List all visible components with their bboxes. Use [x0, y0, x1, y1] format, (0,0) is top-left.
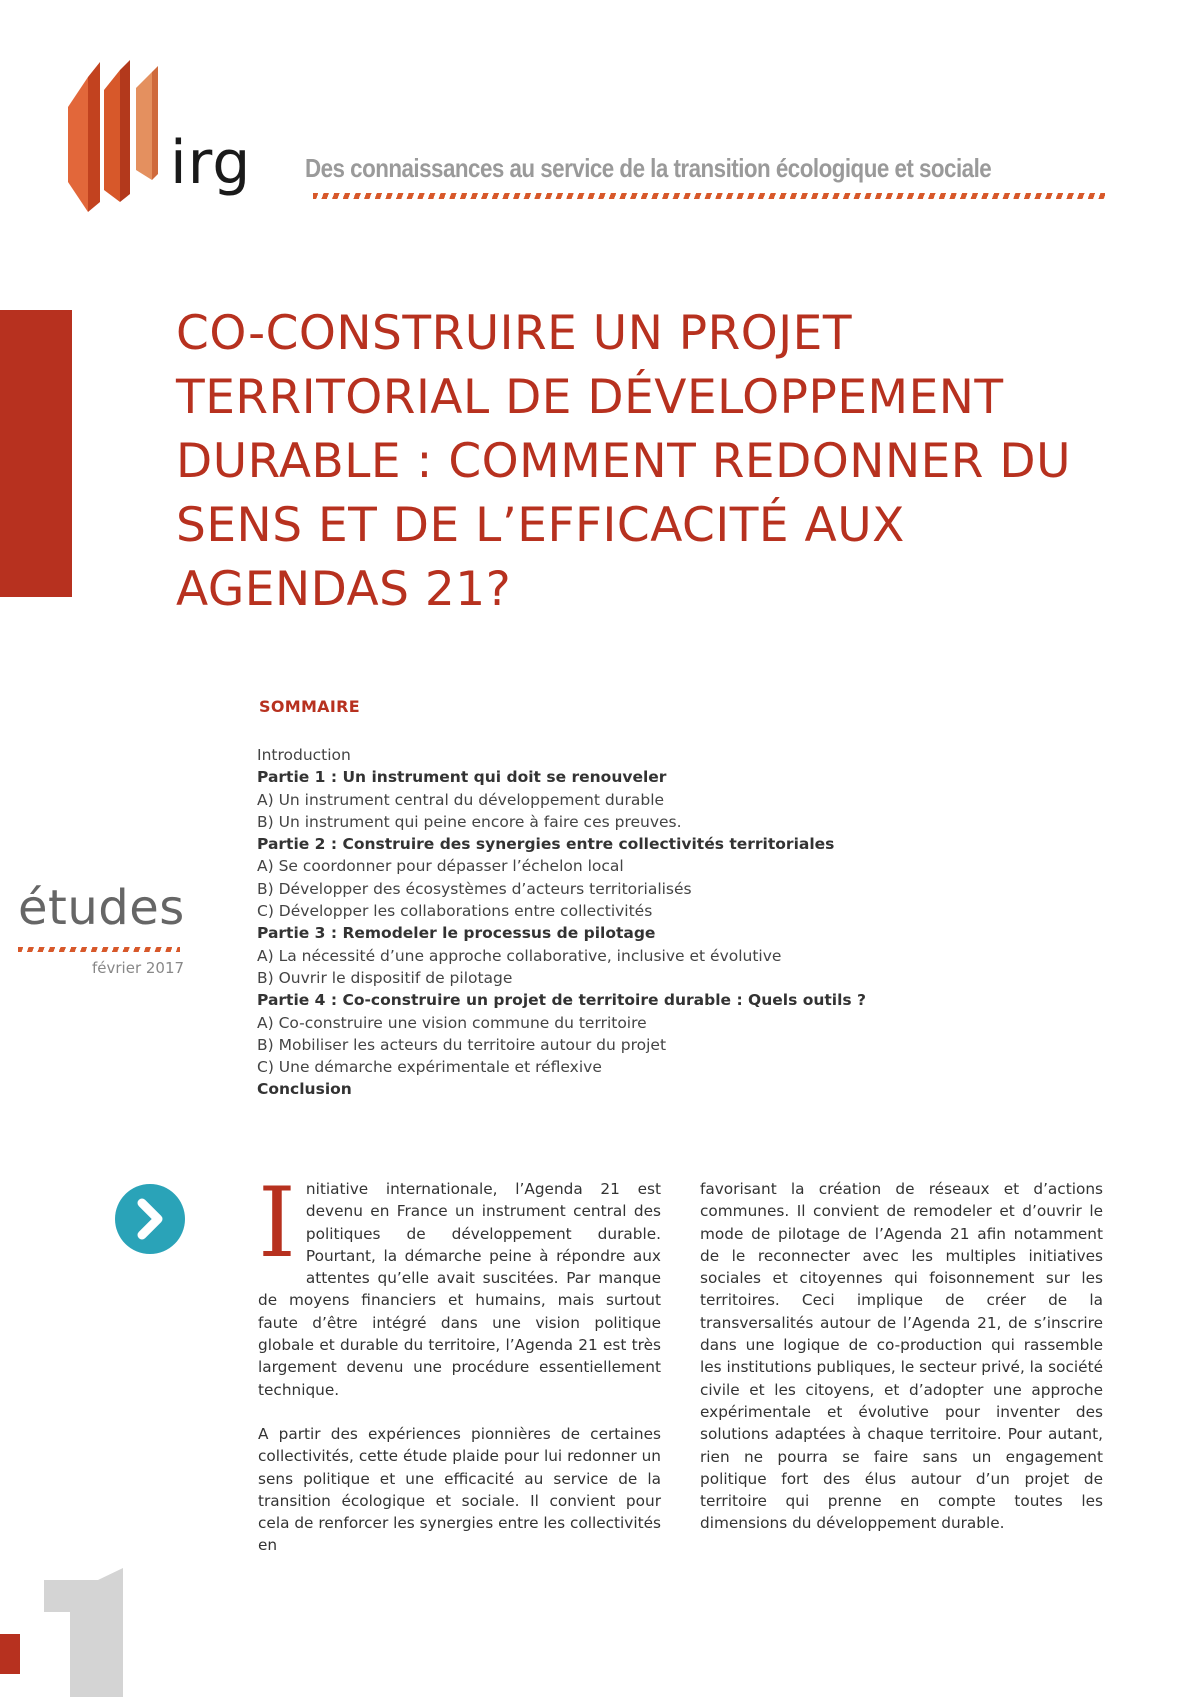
toc-item: A) La nécessité d’une approche collaborative, inclusive et évolutive: [257, 946, 782, 965]
body-column-left: [258, 1167, 661, 1579]
page-number: [0, 1540, 140, 1697]
toc-item: Introduction: [257, 746, 351, 764]
sommaire-list: [257, 744, 1057, 1101]
toc-item: B) Développer des écosystèmes d’acteurs territorialisés: [257, 879, 692, 898]
toc-item: Partie 4 : Co-construire un projet de territoire durable : Quels outils ?: [257, 991, 867, 1010]
tagline: Des connaissances au service de la transition écologique et sociale: [305, 153, 992, 183]
publication-date: février 2017: [92, 959, 185, 977]
intro-paragraph: Initiative internationale, l’Agenda 21 est devenu en France un instrument central des politiques de développement durable. Pourtant, la démarche peine à répondre aux attentes qu’elle avait suscitées. Par manque de moyens financiers et humains, mais surtout faute d’être intégré dans une vision politique globale et durable du territoire, l’Agenda 21 est très largement devenu une procédure essentiellement technique.: [258, 1167, 661, 1399]
body-paragraph: A partir des expériences pionnières de certaines collectivités, cette étude plaide pour lui redonner un sens politique et une efficacité au service de la transition écologique et sociale. Il convient pour cela de renforcer les synergies entre les collectivités en: [258, 1424, 661, 1555]
toc-item: B) Un instrument qui peine encore à faire ces preuves.: [257, 812, 682, 831]
toc-item: C) Développer les collaborations entre collectivités: [257, 902, 653, 921]
toc-item: Partie 2 : Construire des synergies entre collectivités territoriales: [257, 835, 835, 854]
toc-item: A) Se coordonner pour dépasser l’échelon local: [257, 857, 624, 876]
body-paragraph: favorisant la création de réseaux et d’actions communes. Il convient de remodeler et d’ouvrir le mode de pilotage de l’Agenda 21 afin notamment de le reconnecter avec les multiples initiatives sociales et citoyennes qui foisonnement sur les territoires. Ceci implique de créer de la transversalités autour de l’Agenda 21, de s’inscrire dans une logique de co-production qui rassemble les institutions publiques, le secteur privé, la société civile et les citoyens, et d’adopter une approche expérimentale et évolutive pour inventer des solutions adaptées à chaque territoire. Pour autant, rien ne pourra se faire sans un engagement politique fort des élus autour d’un projet de territoire qui prenne en compte toutes les dimensions du développement durable.: [700, 1180, 1103, 1533]
logo-text: irg: [170, 128, 252, 198]
chevron-right-icon: [115, 1184, 185, 1254]
page-title: CO-CONSTRUIRE UN PROJET TERRITORIAL DE DÉVELOPPEMENT DURABLE : COMMENT REDONNER DU SENS ET DE L’EFFICACITÉ AUX AGENDAS 21?: [176, 306, 1071, 617]
toc-item: B) Ouvrir le dispositif de pilotage: [257, 968, 513, 987]
sommaire-heading: SOMMAIRE: [259, 697, 360, 716]
body-column-right: [700, 1178, 1103, 1557]
toc-item: Conclusion: [257, 1080, 352, 1099]
toc-item: Partie 3 : Remodeler le processus de pilotage: [257, 924, 656, 943]
category-divider: [18, 947, 180, 952]
toc-item: B) Mobiliser les acteurs du territoire autour du projet: [257, 1035, 667, 1054]
toc-item: A) Co-construire une vision commune du territoire: [257, 1013, 647, 1032]
toc-item: Partie 1 : Un instrument qui doit se renouveler: [257, 768, 667, 787]
category-label: études: [18, 880, 185, 936]
toc-item: A) Un instrument central du développement durable: [257, 790, 665, 809]
drop-cap: I: [258, 1167, 296, 1279]
side-accent-bar: [0, 310, 72, 597]
tagline-divider: [313, 193, 1105, 199]
toc-item: C) Une démarche expérimentale et réflexive: [257, 1058, 602, 1077]
